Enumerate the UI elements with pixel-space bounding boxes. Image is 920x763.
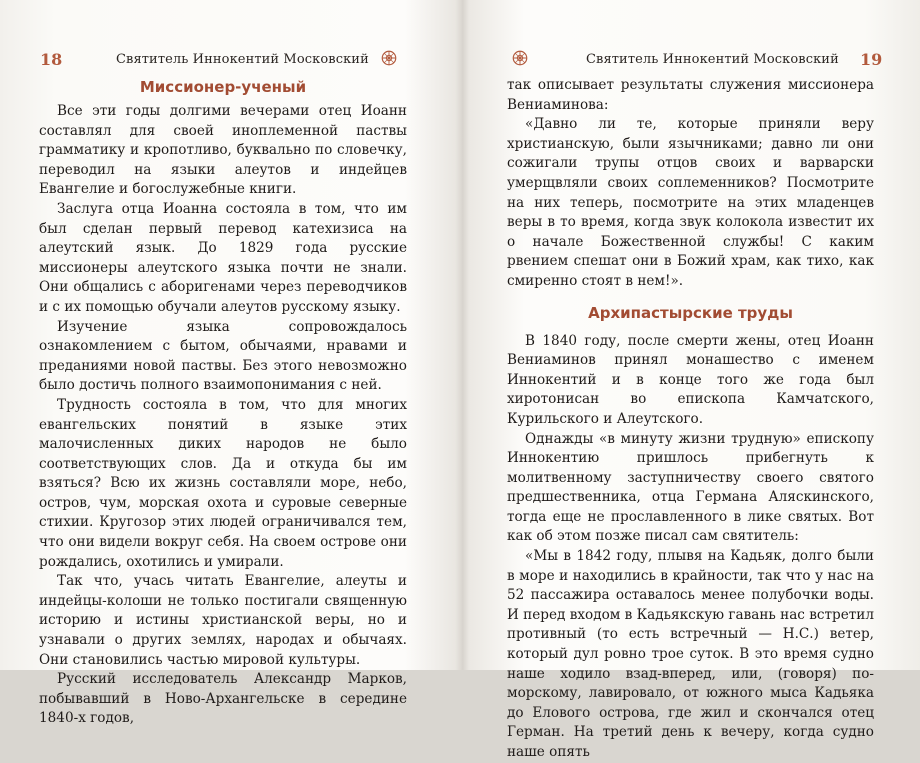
left-page bbox=[0, 0, 458, 727]
running-head: Святитель Иннокентий Московский bbox=[116, 52, 369, 67]
quote-paragraph: «Мы в 1842 году, плывя на Кадьяк, долго были в море и находились в крайности, так что у нас на 52 пассажира оставалось менее полубочки воды. И перед входом в Кадьякскую гавань нас встретил противный (то есть встречный — Н.С.) ветер, который дул ровно трое суток. В это время судно наше ходило взад-вперед, или, (говоря) по-морскому, лавировало, от южного мыса Кадьяка до Елового острова, где жил и скончался отец Герман. На третий день к вечеру, когда судно наше опять bbox=[507, 548, 874, 760]
paragraph: Так что, учась читать Евангелие, алеуты и индейцы-колоши не только постигали священную историю и истины христианской веры, но и узнавали о других землях, народах и обычаях. Они становились частью мировой культуры. bbox=[39, 573, 407, 668]
paragraph: Изучение языка сопровождалось ознакомлением с бытом, обычаями, нравами и преданиями новой паствы. Без этого невозможно было достичь полного взаимопонимания с ней. bbox=[39, 318, 407, 394]
paragraph: так описывает результаты служения миссионера Вениаминова: bbox=[507, 77, 874, 113]
paragraph: Однажды «в минуту жизни трудную» епископу Иннокентию пришлось прибегнуть к молитвенному заступничеству своего святого предшественника, отца Германа Аляскинского, тогда еще не прославленного в лике святых. Вот как об этом позже писал сам святитель: bbox=[507, 430, 874, 545]
paragraph: Все эти годы долгими вечерами отец Иоанн составлял для своей иноплеменной паствы грамматику и кропотливо, буквально по словечку, переводил на языки алеутов и индейцев Евангелие и богослужебные книги. bbox=[39, 103, 407, 198]
ornament-icon bbox=[511, 49, 529, 67]
paragraph: В 1840 году, после смерти жены, отец Иоанн Вениаминов принял монашество с именем Иннокентий и в конце того же года был хиротонисан во епископа Камчатского, Курильского и Алеутского. bbox=[507, 332, 874, 427]
paragraph: Русский исследователь Александр Марков, побывавший в Ново-Архангельске в середине 1840-х годов, bbox=[39, 671, 407, 727]
section-heading: Архипастырские труды bbox=[588, 303, 793, 322]
section-heading: Миссионер-ученый bbox=[139, 78, 307, 96]
left-page-body bbox=[39, 76, 407, 729]
page-number: 19 bbox=[860, 50, 883, 69]
page-number: 18 bbox=[40, 50, 63, 69]
running-head: Святитель Иннокентий Московский bbox=[586, 52, 839, 67]
paragraph: Трудность состояла в том, что для многих евангельских понятий в языке этих малочисленных диких народов не было соответствующих слов. Да и откуда бы им взяться? Всю их жизнь составляли море, небо, остров, чум, морская охота и суровые северные стихии. Кругозор этих людей ограничивался тем, что они видели вокруг себя. На своем острове они рождались, охотились и умирали. bbox=[39, 396, 407, 570]
right-page-body bbox=[507, 76, 874, 763]
paragraph: Заслуга отца Иоанна состояла в том, что им был сделан первый перевод катехизиса на алеутский язык. До 1829 года русские миссионеры алеутского языка почти не знали. Они общались с аборигенами через переводчиков и с их помощью обучали алеутов русскому языку. bbox=[39, 200, 407, 315]
quote-paragraph: «Давно ли те, которые приняли веру христианскую, были язычниками; давно ли они сожигали трупы отцов своих и варварски умерщвляли своих соплеменников? Посмотрите на них теперь, посмотрите на этих младенцев веры в то время, когда звук колокола известит их о начале Божественной службы! С каким рвением спешат они в Божий храм, как тихо, как смиренно стоят в нем!». bbox=[507, 116, 874, 289]
ornament-icon bbox=[380, 49, 398, 67]
right-page bbox=[462, 0, 920, 760]
